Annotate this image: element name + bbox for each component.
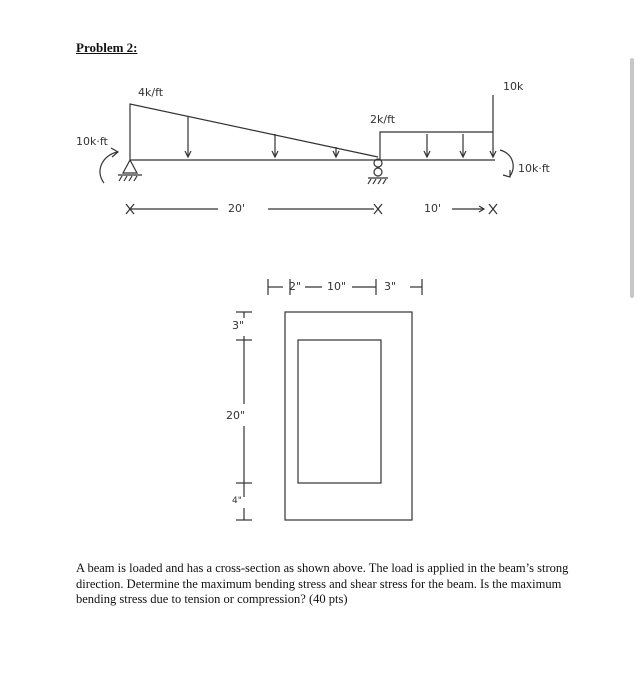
left-span-label: 20' bbox=[228, 202, 246, 215]
point-load-arrow bbox=[490, 95, 496, 157]
top-dim-right-label: 3" bbox=[384, 280, 397, 293]
span-dimension-lines bbox=[126, 204, 497, 214]
top-dim-left-label: 2" bbox=[289, 280, 302, 293]
triangular-load-arrows bbox=[185, 116, 339, 157]
top-dim-middle-label: 10" bbox=[327, 280, 347, 293]
scrollbar[interactable] bbox=[630, 58, 634, 298]
side-dim-middle-label: 20" bbox=[226, 409, 246, 422]
side-dim-top-label: 3" bbox=[232, 319, 245, 332]
triangular-load-label: 4k/ft bbox=[138, 86, 164, 99]
side-dim-bottom-label: 4" bbox=[232, 496, 242, 506]
cross-section-inner bbox=[298, 340, 381, 483]
problem-statement: A beam is loaded and has a cross-section as shown above. The load is applied in the beam’s strong direction. Determine the maximum bending stress and shear stress for the beam. Is the maximum bending stress due to tension or compression? (40 pts) bbox=[76, 561, 569, 606]
uniform-load-outline bbox=[380, 132, 493, 160]
right-moment-arc bbox=[500, 150, 513, 176]
right-span-label: 10' bbox=[424, 202, 442, 215]
right-moment-label: 10k·ft bbox=[518, 162, 550, 175]
right-moment-arrowhead bbox=[503, 170, 510, 177]
problem-title: Problem 2: bbox=[76, 40, 138, 55]
uniform-load-label: 2k/ft bbox=[370, 113, 396, 126]
left-pin-support bbox=[118, 160, 142, 181]
uniform-load-arrows bbox=[424, 134, 466, 157]
point-load-label: 10k bbox=[503, 80, 524, 93]
left-moment-label: 10k·ft bbox=[76, 135, 108, 148]
left-moment-arc bbox=[100, 152, 118, 183]
roller-support bbox=[368, 159, 388, 184]
cross-section-outer bbox=[285, 312, 412, 520]
triangular-load-outline bbox=[130, 104, 378, 160]
